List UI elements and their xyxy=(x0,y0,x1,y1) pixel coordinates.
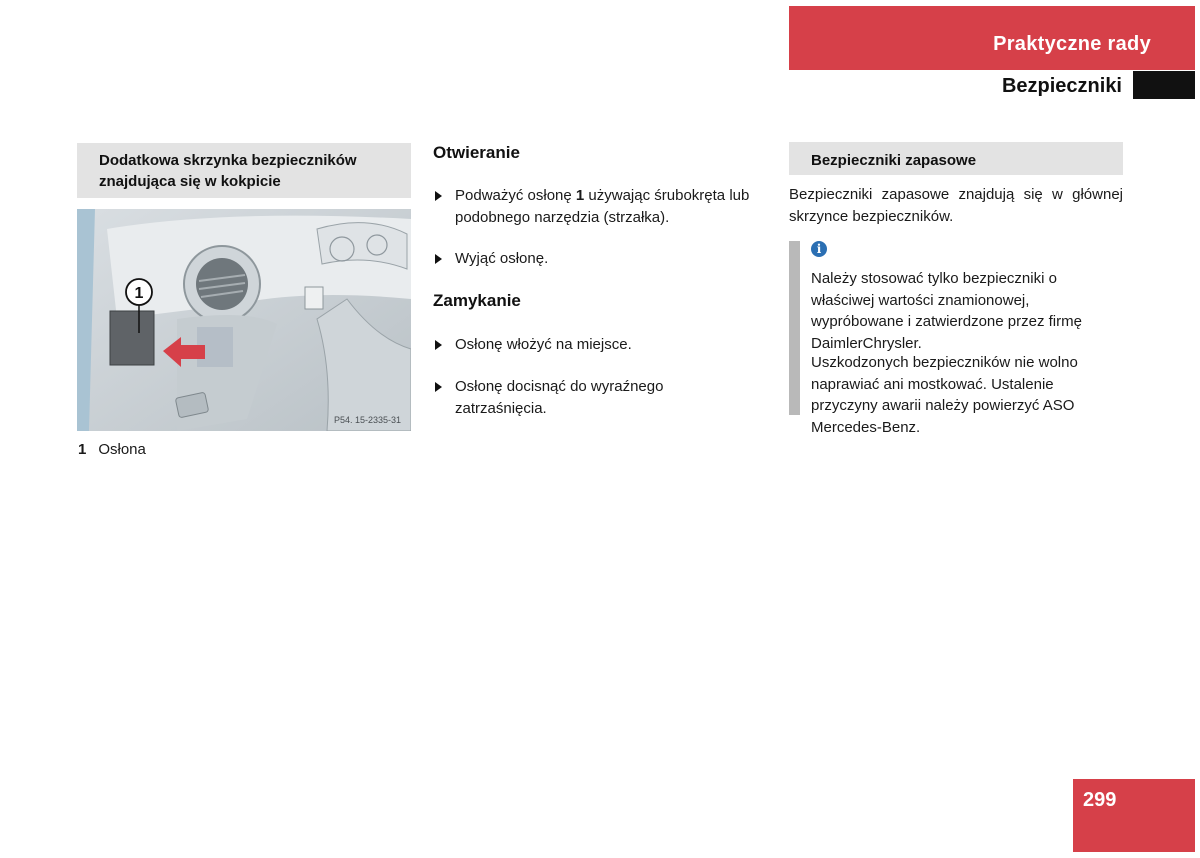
step-text: używając śrubokręta lub podobnego narzędzia (strzałka). xyxy=(455,187,750,226)
step-item xyxy=(433,376,753,419)
step-item xyxy=(433,248,773,270)
cockpit-figure xyxy=(77,209,411,431)
section-marker xyxy=(1133,71,1195,99)
step-text: Osłonę docisnąć do wyraźnego zatrzaśnięcia. xyxy=(455,378,664,417)
spare-fuses-text: Bezpieczniki zapasowe znajdują się w głównej skrzynce bezpieczników. xyxy=(789,186,1123,225)
spare-fuses-heading: Bezpieczniki zapasowe xyxy=(789,142,1123,175)
opening-heading: Otwieranie xyxy=(433,143,520,162)
step-text: Podważyć osłonę xyxy=(455,187,576,204)
note-paragraph: Uszkodzonych bezpieczników nie wolno naprawiać ani mostkować. Ustalenie przyczyny awarii należy powierzyć ASO Mercedes-Benz. xyxy=(811,354,1078,436)
bullet-triangle-icon xyxy=(435,191,442,201)
page-number-box xyxy=(1073,779,1195,852)
step-item xyxy=(433,185,773,228)
note-paragraph: Należy stosować tylko bezpieczniki o właściwej wartości znamionowej, wypróbowane i zatwierdzone przez firmę DaimlerChrysler. xyxy=(811,270,1082,352)
fusebox-heading: Dodatkowa skrzynka bezpieczników znajdująca się w kokpicie xyxy=(77,143,411,198)
figure-callout: 1 xyxy=(134,285,144,302)
note-bar xyxy=(789,241,800,415)
cockpit-illustration xyxy=(77,209,411,431)
subsection-title: Bezpieczniki xyxy=(1001,75,1122,97)
section-banner xyxy=(789,6,1195,70)
bullet-triangle-icon xyxy=(435,382,442,392)
info-icon: i xyxy=(811,241,827,257)
step-ref-number: 1 xyxy=(575,187,585,204)
section-title: Praktyczne rady xyxy=(993,33,1151,55)
figure-caption xyxy=(78,441,146,458)
page-number: 299 xyxy=(1083,789,1117,811)
bullet-triangle-icon xyxy=(435,254,442,264)
caption-number: 1 xyxy=(78,441,87,458)
step-text: Osłonę włożyć na miejsce. xyxy=(455,336,632,353)
figure-code: P54. 15-2335-31 xyxy=(333,415,401,425)
step-item xyxy=(433,334,773,356)
bullet-triangle-icon xyxy=(435,340,442,350)
step-text: Wyjąć osłonę. xyxy=(455,250,549,267)
closing-heading: Zamykanie xyxy=(433,291,521,310)
caption-text: Osłona xyxy=(98,441,146,458)
